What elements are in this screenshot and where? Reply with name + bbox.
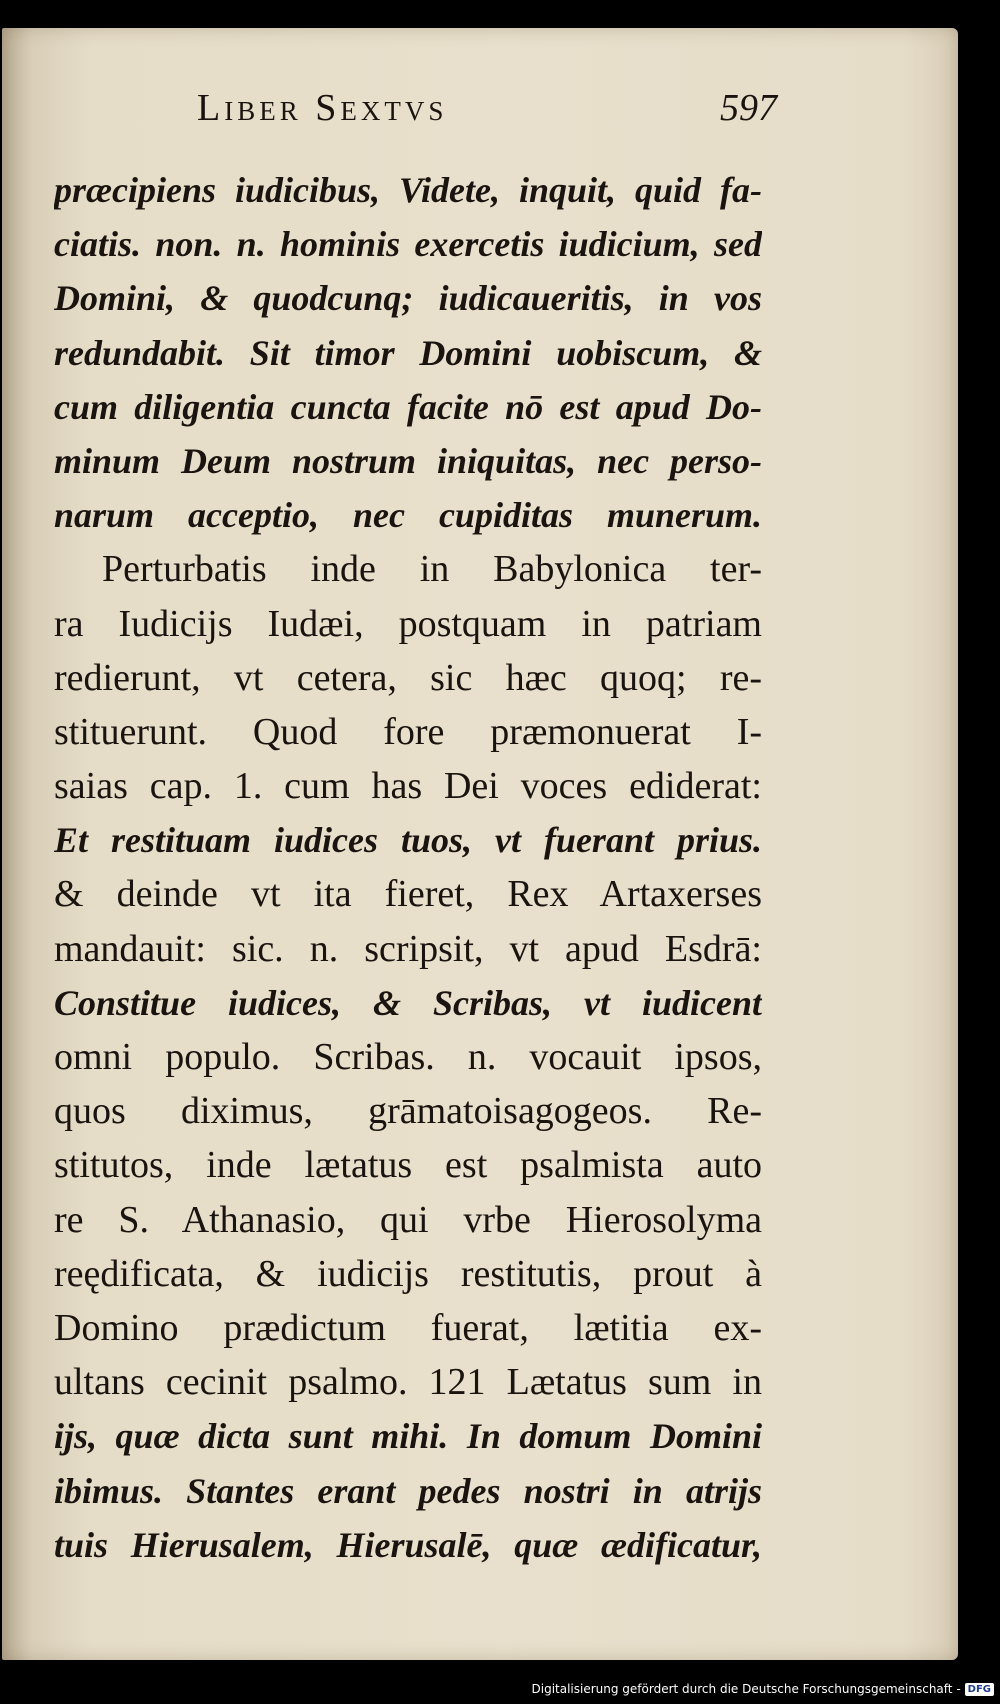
text-line: ijs, quæ dicta sunt mihi. In domum Domini — [54, 1416, 762, 1457]
text-line: stituerunt. Quod fore præmonuerat I- — [54, 710, 762, 753]
text-line: saias cap. 1. cum has Dei voces ediderat: — [54, 765, 762, 808]
running-title: Liber Sextvs — [197, 87, 448, 129]
text-line: redundabit. Sit timor Domini uobiscum, & — [54, 332, 762, 373]
text-line: stitutos, inde lætatus est psalmista auto — [54, 1144, 762, 1187]
credit-text: Digitalisierung gefördert durch die Deutsche Forschungsgemeinschaft - — [531, 1682, 961, 1696]
text-line: re S. Athanasio, qui vrbe Hierosolyma — [54, 1198, 762, 1241]
text-line: mandauit: sic. n. scripsit, vt apud Esdrā: — [54, 927, 762, 970]
text-line: ibimus. Stantes erant pedes nostri in atrijs — [54, 1470, 762, 1511]
text-line: narum acceptio, nec cupiditas munerum. — [54, 495, 762, 536]
book-page — [2, 28, 958, 1660]
page-number: 597 — [720, 87, 777, 129]
text-line: præcipiens iudicibus, Videte, inquit, quid fa- — [54, 170, 762, 210]
text-line: Constitue iudices, & Scribas, vt iudicent — [54, 982, 762, 1023]
body-text — [54, 163, 762, 1572]
text-line: Perturbatis inde in Babylonica ter- — [102, 548, 762, 591]
text-line: Domini, & quodcunq; iudicaueritis, in vos — [54, 278, 762, 319]
text-line: minum Deum nostrum iniquitas, nec perso- — [54, 440, 762, 481]
text-line: quos diximus, grāmatoisagogeos. Re- — [54, 1090, 762, 1133]
text-line: cum diligentia cuncta facite nō est apud Do- — [54, 386, 762, 427]
dfg-logo: DFG — [965, 1683, 994, 1696]
text-line: Et restituam iudices tuos, vt fuerant prius. — [54, 820, 762, 861]
digitization-credit — [532, 1678, 995, 1700]
running-header — [197, 86, 777, 146]
text-line: omni populo. Scribas. n. vocauit ipsos, — [54, 1036, 762, 1078]
text-line: ciatis. non. n. hominis exercetis iudicium, sed — [54, 224, 762, 265]
text-line: tuis Hierusalem, Hierusalē, quæ ædificatur, — [54, 1524, 762, 1565]
text-line: Domino prædictum fuerat, lætitia ex- — [54, 1306, 762, 1349]
text-line: ultans cecinit psalmo. 121 Lætatus sum in — [54, 1361, 762, 1404]
text-line: ra Iudicijs Iudæi, postquam in patriam — [54, 602, 762, 645]
text-line: & deinde vt ita fieret, Rex Artaxerses — [54, 873, 762, 916]
text-line: redierunt, vt cetera, sic hæc quoq; re- — [54, 656, 762, 699]
text-line: reędificata, & iudicijs restitutis, prout à — [54, 1252, 762, 1295]
